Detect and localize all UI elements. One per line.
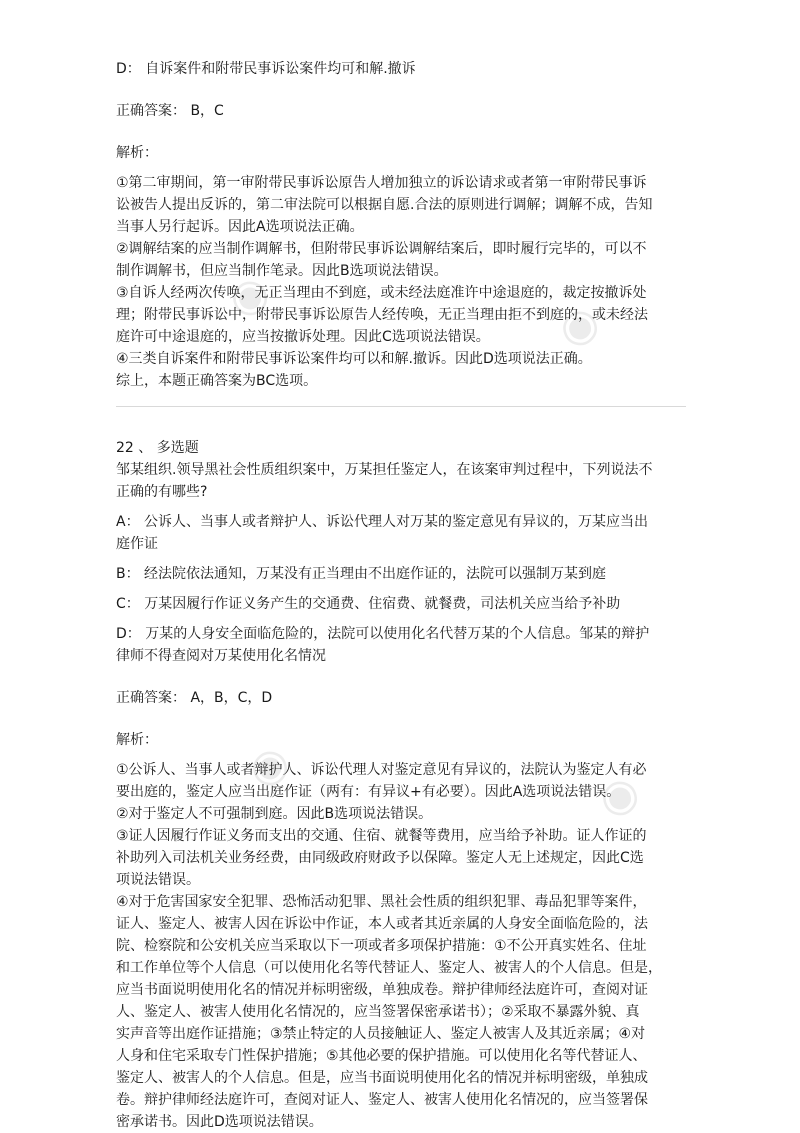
text-line: 鉴定人、被害人的个人信息。但是，应当书面说明使用化名的情况并标明密级，单独成	[116, 1070, 648, 1086]
text-line: 证人、鉴定人、被害人因在诉讼中作证，本人或者其近亲属的人身安全面临危险的，法	[116, 916, 648, 932]
text-line: 人、鉴定人、被害人使用化名情况的，应当签署保密承诺书）；②采取不暴露外貌、真	[116, 1004, 640, 1020]
text-line: 制作调解书，但应当制作笔录。因此B选项说法错误。	[116, 263, 448, 279]
text-line: 实声音等出庭作证措施；③禁止特定的人员接触证人、鉴定人被害人及其近亲属；④对	[116, 1026, 646, 1042]
text-line: ④对于危害国家安全犯罪、恐怖活动犯罪、黑社会性质的组织犯罪、毒品犯罪等案件，	[116, 894, 647, 910]
text-line: ①第二审期间，第一审附带民事诉讼原告人增加独立的诉讼请求或者第一审附带民事诉	[116, 175, 647, 191]
q21-analysis-title: 解析：	[116, 145, 158, 161]
watermark-mark: ◉	[553, 295, 606, 356]
text-line: B： 经法院依法通知，万某没有正当理由不出庭作证的，法院可以强制万某到庭	[116, 566, 607, 582]
q22-option-d	[116, 623, 686, 667]
text-line: A： 公诉人、当事人或者辩护人、诉讼代理人对万某的鉴定意见有异议的，万某应当出	[116, 514, 649, 530]
text-line: 密承诺书。因此D选项说法错误。	[116, 1114, 323, 1130]
text-line: 补助列入司法机关业务经费，由同级政府财政予以保障。鉴定人无上述规定，因此C选	[116, 850, 644, 866]
text-line: 项说法错误。	[116, 872, 200, 888]
q21-analysis	[116, 172, 686, 392]
q22-answer: 正确答案： A，B，C，D	[116, 690, 273, 706]
q21-option-d	[116, 58, 686, 80]
text-line: 和工作单位等个人信息（可以使用化名等代替证人、鉴定人、被害人的个人信息。但是，	[116, 960, 662, 976]
text-line: 院、检察院和公安机关应当采取以下一项或者多项保护措施：①不公开真实姓名、住址	[116, 938, 647, 954]
q22-header: 22 、 多选题	[116, 440, 199, 456]
text-line: ②调解结案的应当制作调解书，但附带民事诉讼调解结案后，即时履行完毕的，可以不	[116, 241, 647, 257]
q22-option-a	[116, 511, 686, 555]
text-line: ①公诉人、当事人或者辩护人、诉讼代理人对鉴定意见有异议的，法院认为鉴定人有必	[116, 762, 647, 778]
q22-option-b	[116, 563, 686, 585]
text-line: 人身和住宅采取专门性保护措施；⑤其他必要的保护措施。可以使用化名等代替证人、	[116, 1048, 647, 1064]
question-21	[116, 58, 686, 392]
text-line: ③证人因履行作证义务而支出的交通、住宿、就餐等费用，应当给予补助。证人作证的	[116, 828, 647, 844]
text-line: 邹某组织.领导黑社会性质组织案中，万某担任鉴定人，在该案审判过程中，下列说法不	[116, 462, 653, 478]
text-line: C： 万某因履行作证义务产生的交通费、住宿费、就餐费，司法机关应当给予补助	[116, 596, 621, 612]
watermark-mark: ◉	[223, 265, 276, 326]
text-line: 当事人另行起诉。因此A选项说法正确。	[116, 219, 364, 235]
watermark-mark: ◉	[593, 765, 646, 826]
text-line: 卷。辩护律师经法庭许可，查阅对证人、鉴定人、被害人使用化名情况的，应当签署保	[116, 1092, 648, 1108]
text-line: ②对于鉴定人不可强制到庭。因此B选项说法错误。	[116, 806, 433, 822]
text-line: 理；附带民事诉讼中，附带民事诉讼原告人经传唤，无正当理由拒不到庭的，或未经法	[116, 307, 648, 323]
text-line: ④三类自诉案件和附带民事诉讼案件均可以和解.撤诉。因此D选项说法正确。	[116, 351, 592, 367]
q22-analysis-title: 解析：	[116, 732, 158, 748]
text-line: 庭许可中途退庭的，应当按撤诉处理。因此C选项说法错误。	[116, 329, 490, 345]
q22-stem	[116, 459, 686, 503]
text-line: D： 自诉案件和附带民事诉讼案件均可和解.撤诉	[116, 61, 416, 77]
text-line: 要出庭的，鉴定人应当出庭作证（两有：有异议+有必要）。因此A选项说法错误。	[116, 784, 621, 800]
watermark-mark: ◉	[243, 735, 296, 796]
text-line: 综上，本题正确答案为BC选项。	[116, 373, 318, 389]
text-line: 庭作证	[116, 536, 158, 552]
text-line: ③自诉人经两次传唤，无正当理由不到庭，或未经法庭准许中途退庭的，裁定按撤诉处	[116, 285, 647, 301]
text-line: D： 万某的人身安全面临危险的，法院可以使用化名代替万某的个人信息。邹某的辩护	[116, 626, 650, 642]
text-line: 正确的有哪些?	[116, 484, 208, 500]
text-line: 律师不得查阅对万某使用化名情况	[116, 648, 326, 664]
document-page	[116, 58, 686, 1133]
q21-answer: 正确答案： B，C	[116, 103, 224, 119]
text-line: 讼被告人提出反诉的，第二审法院可以根据自愿.合法的原则进行调解；调解不成，告知	[116, 197, 653, 213]
text-line: 应当书面说明使用化名的情况并标明密级，单独成卷。辩护律师经法庭许可，查阅对证	[116, 982, 648, 998]
question-22	[116, 437, 686, 1133]
q22-option-c	[116, 593, 686, 615]
q22-analysis	[116, 759, 686, 1133]
